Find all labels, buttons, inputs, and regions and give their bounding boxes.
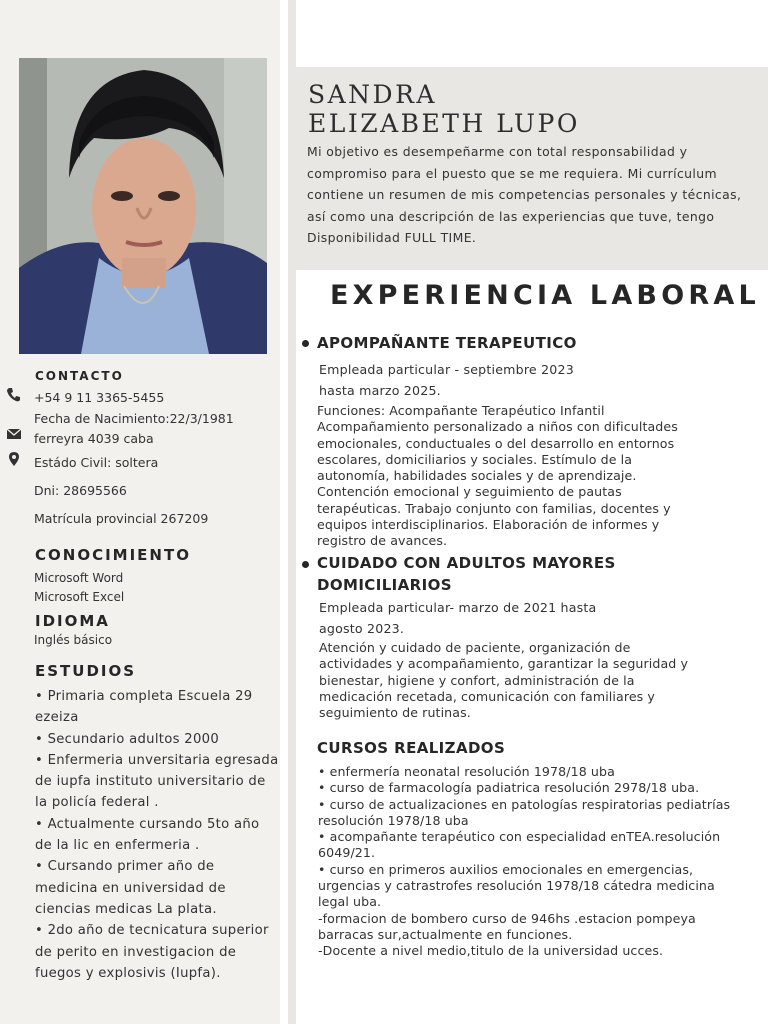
studies-line: • 2do año de tecnicatura superior <box>35 923 269 939</box>
job-title: APOMPAÑANTE TERAPEUTICO <box>317 334 577 352</box>
description-line: bienestar, higiene y confort, administración de la <box>319 672 635 688</box>
studies-line: medicina en universidad de <box>35 880 226 896</box>
location-pin-icon <box>6 451 22 467</box>
studies-line: • Cursando primer año de <box>35 859 215 875</box>
course-line: • enfermería neonatal resolución 1978/18 uba <box>318 764 615 779</box>
full-name <box>308 80 580 138</box>
name-line: SANDRA <box>308 80 437 109</box>
job-period: Empleada particular- marzo de 2021 hasta <box>319 600 597 615</box>
course-line: • curso en primeros auxilios emocionales en emergencias, <box>318 861 694 877</box>
bullet-dot <box>302 561 309 568</box>
profile-photo <box>19 58 267 354</box>
studies-line: • Enfermeria unversitaria egresada <box>35 752 279 768</box>
divider-strip-shaded <box>288 0 296 1024</box>
language-item: Inglés básico <box>34 633 113 647</box>
studies-list <box>35 686 279 984</box>
knowledge-item: Microsoft Word <box>34 571 124 585</box>
description-line: Atención y cuidado de paciente, organización de <box>319 640 631 655</box>
description-line: equipos interdisciplinarios. Elaboración de informes y <box>317 517 660 533</box>
description-line: seguimiento de rutinas. <box>319 705 471 721</box>
studies-line: • Secundario adultos 2000 <box>35 731 220 747</box>
course-line: • acompañante terapéutico con especialidad enTEA.resolución <box>318 829 721 845</box>
job-title-continued: DOMICILIARIOS <box>317 576 452 594</box>
studies-title: ESTUDIOS <box>35 662 137 680</box>
studies-line: • Primaria completa Escuela 29 <box>35 689 253 704</box>
description-line: medicación recetada, comunicación con familiares y <box>319 688 655 704</box>
experience-title: EXPERIENCIA LABORAL <box>330 280 760 311</box>
knowledge-title: CONOCIMIENTO <box>35 546 191 564</box>
description-line: registro de avances. <box>317 533 448 549</box>
description-line: emocionales, conductuales o del desarrollo en entornos <box>317 435 675 451</box>
contact-civil-status: Estádo Civil: soltera <box>34 455 159 470</box>
course-line: resolución 1978/18 uba <box>318 812 469 828</box>
course-line: • curso de farmacología padiatrica resolución 2978/18 uba. <box>318 780 700 796</box>
description-line: Acompañamiento personalizado a niños con dificultades <box>317 419 678 435</box>
description-line: Contención emocional y seguimiento de pautas <box>317 484 622 500</box>
job-period: Empleada particular - septiembre 2023 <box>319 362 574 377</box>
course-line: -Docente a nivel medio,titulo de la universidad ucces. <box>318 943 664 959</box>
course-line: barracas sur,actualmente en funciones. <box>318 926 573 942</box>
job-period: hasta marzo 2025. <box>319 383 441 398</box>
bullet-dot <box>302 340 309 347</box>
course-line: legal uba. <box>318 894 382 910</box>
contact-dni: Dni: 28695566 <box>34 483 127 498</box>
job-description <box>317 403 678 550</box>
portrait-illustration <box>19 58 267 354</box>
objective-text: Mi objetivo es desempeñarme con total responsabilidad y compromiso para el puesto que se me requiera. Mi currículum contiene un resumen de mis competencias personales y técnicas, así como una descripción de las experiencias que tuve, tengo Disponibilidad FULL TIME. <box>307 144 742 246</box>
studies-line: la policía federal . <box>35 795 159 811</box>
course-line: • curso de actualizaciones en patologías respiratorias pediatrías <box>318 796 731 812</box>
contact-birth: Fecha de Nacimiento:22/3/1981 <box>34 411 234 426</box>
description-line: autonomía, habilidades sociales y de aprendizaje. <box>317 468 637 484</box>
language-title: IDIOMA <box>35 612 110 630</box>
studies-line: • Actualmente cursando 5to año <box>35 816 260 832</box>
studies-line: ciencias medicas La plata. <box>35 901 217 917</box>
job-period: agosto 2023. <box>319 621 405 636</box>
studies-line: fuegos y explosivis (Iupfa). <box>35 965 221 981</box>
studies-line: de iupfa instituto universitario de <box>35 774 266 790</box>
phone-icon <box>6 387 22 403</box>
course-line: 6049/21. <box>318 845 376 861</box>
job-description <box>319 640 688 721</box>
course-line: urgencias y catrastrofes resolución 1978/18 cátedra medicina <box>318 878 715 894</box>
description-line: escolares, domiciliarios y sociales. Estímulo de la <box>317 451 633 467</box>
job-title: CUIDADO CON ADULTOS MAYORES <box>317 554 616 572</box>
studies-line: ezeiza <box>35 710 79 726</box>
studies-line: de perito en investigacion de <box>35 944 237 960</box>
description-line: actividades y acompañamiento, garantizar la seguridad y <box>319 656 689 672</box>
contact-address: ferreyra 4039 caba <box>34 431 154 446</box>
courses-title: CURSOS REALIZADOS <box>317 739 506 757</box>
divider-strip <box>280 0 288 1024</box>
studies-line: de la lic en enfermeria . <box>35 838 200 854</box>
course-line: -formacion de bombero curso de 946hs .estacion pompeya <box>318 910 696 926</box>
knowledge-item: Microsoft Excel <box>34 590 125 604</box>
contact-phone: +54 9 11 3365-5455 <box>34 390 165 405</box>
name-line: ELIZABETH LUPO <box>308 109 580 138</box>
contact-title: CONTACTO <box>35 369 124 383</box>
courses-list <box>318 764 730 960</box>
mail-icon <box>6 426 22 442</box>
description-line: Funciones: Acompañante Terapéutico Infantil <box>317 403 605 418</box>
contact-matricula: Matrícula provincial 267209 <box>34 511 209 526</box>
description-line: terapéuticas. Trabajo conjunto con familias, docentes y <box>317 500 671 516</box>
